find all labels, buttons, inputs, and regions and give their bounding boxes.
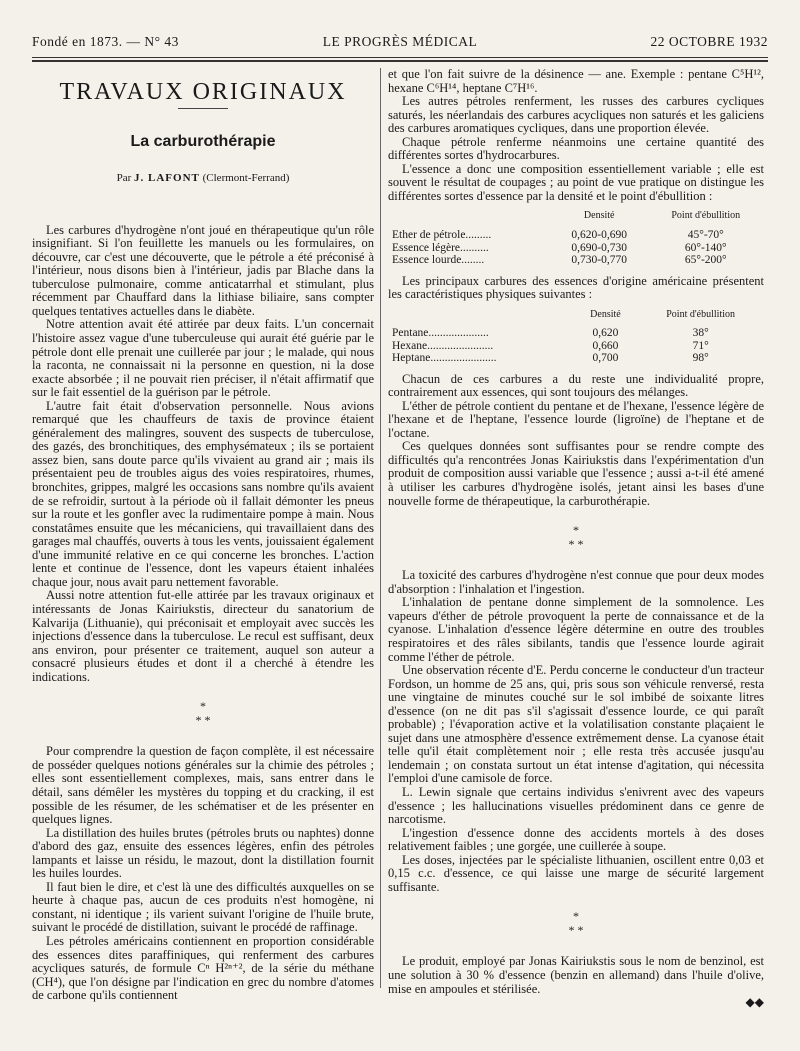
byline — [32, 172, 374, 186]
founded-issue: Fondé en 1873. — N° 43 — [32, 34, 179, 49]
paragraph: Une observation récente d'E. Perdu concerne le conducteur d'un tracteur Fordson, un homme de 25 ans, qui, pris sous son véhicule renversé, resta une vingtaine de minutes couché sur le sol imbibé de soixante litres d'essence (on ne dit pas s'il s'agissait d'essence lourde, ce qui paraît probable) ; l'évaporation active et la volatilisation constante plaçaient le sujet dans une atmosphère d'essence extrêmement dense. La cyanose était telle qu'il était complètement noir ; elle resta très accusée jusqu'au lendemain ; on constata surtout un état intense d'agitation, qui nécessita l'emploi d'une camisole de force. — [388, 663, 764, 786]
paragraph: Pour comprendre la question de façon complète, il est nécessaire de posséder quelques notions générales sur la chimie des pétroles ; elles sont essentiellement complexes, mais, sans entrer dans le détail, sans démêler les mystères du topping et du cracking, il est possible de les résumer, de les schématiser et de les présenter en quelques lignes. — [32, 744, 374, 827]
table-row — [388, 340, 764, 353]
table-row — [388, 242, 764, 255]
table-cell: 0,690-0,730 — [571, 241, 627, 254]
table-header: Densité — [583, 210, 615, 222]
section-title: TRAVAUX ORIGINAUX — [59, 79, 347, 105]
table-header-row — [388, 306, 764, 328]
table-cell: 60°-140° — [684, 241, 727, 254]
table-header: Point d'ébullition — [671, 210, 741, 222]
left-column — [32, 68, 374, 1003]
paragraph: La distillation des huiles brutes (pétroles bruts ou naphtes) donne d'abord des gaz, ensuite des essences légères, enfin des pétroles lampants et laisse un résidu, le mazout, dont la distillation fournit les huiles lourdes. — [32, 825, 374, 881]
byline-author: J. LAFONT — [134, 172, 200, 185]
paragraph: Les doses, injectées par le spécialiste lithuanien, oscillent entre 0,03 et 0,15 c.c. d'essence, ce qui laisse une marge de sécurité largement suffisante. — [388, 852, 764, 894]
table-cell: 98° — [692, 352, 709, 365]
table-cell: 0,620 — [592, 327, 619, 340]
table-cell: 0,730-0,770 — [571, 254, 627, 267]
table-cell: Hexane....................... — [392, 339, 494, 352]
table-header: Densité — [590, 308, 621, 320]
paragraph: Aussi notre attention fut-elle attirée par les travaux originaux et intéressants de Jonas Kairiukstis, directeur du sanatorium de Kalvarija (Lithuanie), qui préconisait et employait avec succès les injections d'essence dans la tuberculose. Le recul est suffisant, deux ans environ, pour présenter ce traitement, auquel son auteur a consacré plusieurs études et dont il a cherché à étendre les indications. — [32, 588, 374, 684]
journal-name: LE PROGRÈS MÉDICAL — [322, 34, 478, 49]
running-header — [32, 30, 768, 54]
table-cell: Essence légère.......... — [392, 241, 489, 254]
byline-affiliation: (Clermont-Ferrand) — [202, 172, 290, 185]
table-cell: 38° — [692, 327, 709, 340]
section-separator: * * * — [568, 523, 584, 551]
table-cell: 0,660 — [592, 339, 619, 352]
paragraph: Le produit, employé par Jonas Kairiukstis sous le nom de benzinol, est une solution à 30 % d'essence (benzin en allemand) dans l'huile d'olive, mise en ampoules et stérilisée. — [388, 954, 764, 996]
right-column — [388, 68, 764, 1010]
table-row — [388, 352, 764, 365]
header-rule-thick — [32, 60, 768, 62]
table-row — [388, 254, 764, 267]
paragraph: Les autres pétroles renferment, les russes des carbures cycliques saturés, les néerlandais des carbures acycliques non saturés et les galiciens des carbures aromatiques cycliques, dans une proportion élevée. — [388, 94, 764, 136]
table-cell: 65°-200° — [684, 254, 727, 267]
table-cell: Pentane..................... — [392, 327, 489, 340]
paragraph: Les carbures d'hydrogène n'ont joué en thérapeutique qu'un rôle insignifiant. Si l'on feuillette les manuels ou les formulaires, on découvre, car c'est une découverte, que le pétrole a été préconisé à l'intérieur, nous disons bien à l'intérieur, jadis par Blache dans la tuberculose pulmonaire, comme anticatarrhal et stimulant, plus récemment par Chauffard dans la lithiase biliaire, sans compter quelques tentatives actuelles dans le diabète. — [32, 222, 374, 318]
issue-date: 22 OCTOBRE 1932 — [650, 34, 768, 49]
paragraph: Notre attention avait été attirée par deux faits. L'un concernait l'histoire assez vague d'une tuberculeuse qui aurait été guérie par le pétrole dont elle prenait une cuillerée par jour ; le malade, qui nous la raconta, ne connaissait ni la personne en question, ni la dose exacte absorbée ; il ne pouvait rien préciser, il n'était affirmatif que sur le fait essentiel de la guérison par le pétrole. — [32, 317, 374, 400]
paragraph: L'éther de pétrole contient du pentane et de l'hexane, l'essence légère de l'hexane et de l'heptane, l'essence lourde (ligroïne) de l'heptane et de l'octane. — [388, 398, 764, 440]
paragraph: et que l'on fait suivre de la désinence — ane. Exemple : pentane C⁵H¹², hexane C⁶H¹⁴, heptane C⁷H¹⁶. — [388, 67, 764, 95]
table-cell: Essence lourde........ — [392, 254, 485, 267]
table-header — [388, 207, 551, 229]
paragraph: Les pétroles américains contiennent en proportion considérable des essences dites paraffiniques, qui renferment des carbures acycliques saturés, de formule Cⁿ H²ⁿ⁺², de la série du méthane (CH⁴), que l'on désigne par l'indication en grec du nombre d'atomes de carbone qu'ils contiennent — [32, 933, 374, 1003]
table-header — [388, 306, 574, 328]
section-separator: * * * — [195, 699, 211, 727]
table-cell: 0,700 — [592, 352, 619, 365]
carbures-table — [388, 306, 764, 365]
paragraph: Il faut bien le dire, et c'est là une des difficultés auxquelles on se heurte à chaque pas, aucun de ces produits n'est homogène, ni constant, ni identique ; ils varient suivant l'origine de l'huile brute, suivant le procédé de distillation, suivant le procédé de raffinage. — [32, 879, 374, 935]
paragraph: L. Lewin signale que certains individus s'enivrent avec des vapeurs d'essence ; les hallucinations visuelles prédominent dans ce genre de narcotisme. — [388, 784, 764, 827]
table-row — [388, 327, 764, 340]
paragraph: L'ingestion d'essence donne des accidents mortels à des doses relativement faibles ; une gorgée, une cuillerée à soupe. — [388, 825, 764, 854]
paragraph: Chaque pétrole renferme néanmoins une certaine quantité des différentes sortes d'hydrocarbures. — [388, 134, 764, 163]
paragraph: Ces quelques données sont suffisantes pour se rendre compte des difficultés qu'a rencontrées Jonas Kairiukstis dans l'expérimentation d'un produit de composition aussi variable que l'essence ; aussi a-t-il été amené à utiliser les carbures d'hydrogène isolés, jetant ainsi les bases d'une nouvelle forme de thérapeutique, la carburothérapie. — [388, 439, 764, 508]
byline-prefix: Par — [116, 172, 132, 185]
essence-table — [388, 207, 764, 266]
paragraph: L'inhalation de pentane donne simplement de la somnolence. Les vapeurs d'éther de pétrole provoquent la perte de connaissance et de la cyanose. L'inhalation d'essence légère détermine en outre des troubles respiratoires et des râles sibilants, tandis que l'essence lourde agirait comme l'éther de pétrole. — [388, 595, 764, 664]
title-rule — [178, 108, 228, 109]
article-title: La carburothérapie — [130, 132, 276, 150]
table-header-row — [388, 207, 764, 229]
paragraph: Chacun de ces carbures a du reste une individualité propre, contrairement aux essences, qui sont toujours des mélanges. — [388, 371, 764, 400]
table-cell: Ether de pétrole......... — [392, 229, 492, 242]
paragraph: L'autre fait était d'observation personnelle. Nous avions remarqué que les chauffeurs de taxis de province étaient généralement des malingres, souvent des suspects de tuberculose, des gazés, des bronchitiques, des emphysémateux ; ils se portaient assez bien, sans doute parce qu'ils vivaient au grand air ; mais ils présentaient peu de troubles aigus des voies respiratoires, rhumes, bronchites, grippes, malgré les occasions sans nombre qu'ils avaient de se refroidir, surtout à la période où il fallait démonter les pneus sur la route et les gonfler avec la rudimentaire pompe à main. Nous constatâmes ensuite que les mécaniciens, qui travaillaient dans des garages mal chauffés, ouverts à tous les vents, jouissaient également d'une immunité relative en ce qui concerne les bronches. L'action lente et continue de l'essence, dont les vapeurs étaient inhalées chaque jour, nous avait paru nettement favorable. — [32, 398, 374, 589]
table-cell: Heptane....................... — [392, 352, 497, 365]
paragraph: La toxicité des carbures d'hydrogène n'est connue que pour deux modes d'absorption : l'inhalation et l'ingestion. — [388, 568, 764, 596]
paragraph: Les principaux carbures des essences d'origine américaine présentent les caractéristiques physiques suivantes : — [388, 273, 764, 302]
end-ornament: ◆◆ — [745, 995, 764, 1010]
column-divider — [380, 68, 381, 988]
table-header: Point d'ébullition — [666, 308, 735, 320]
table-cell: 71° — [692, 339, 709, 352]
header-rule — [32, 57, 768, 58]
paragraph: L'essence a donc une composition essentiellement variable ; elle est souvent le résultat de coupages ; au point de vue pratique on distingue les différentes sortes d'essence par la densité et le point d'ébullition : — [388, 161, 764, 203]
table-cell: 45°-70° — [687, 229, 724, 242]
table-row — [388, 229, 764, 242]
section-separator: * * * — [568, 909, 584, 937]
table-cell: 0,620-0,690 — [571, 229, 627, 242]
